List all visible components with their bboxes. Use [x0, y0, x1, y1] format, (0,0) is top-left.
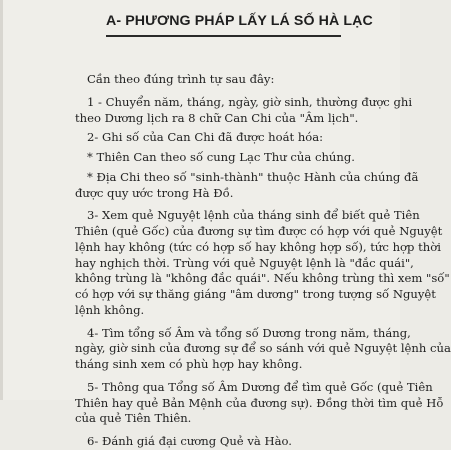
step-1 [75, 94, 413, 127]
step-2-line: 2- Ghi số của Can Chi đã được hoát hóa: [87, 130, 324, 145]
spacer [75, 373, 400, 380]
step-1-line: 1 - Chuyển năm, tháng, ngày, giờ sinh, thường được ghi [87, 94, 413, 109]
bullet-1 [75, 150, 400, 166]
step-5-line: 5- Thông qua Tổng số Âm Dương để tìm quẻ Gốc (quẻ Tiên [87, 379, 433, 394]
step-4 [75, 325, 451, 373]
step-3-line: Thiên (quẻ Gốc) của đương sự tìm được có hợp với quẻ Nguyệt [75, 224, 443, 238]
page-body [75, 72, 451, 450]
bullet-2 [75, 169, 419, 202]
step-5-line: của quẻ Tiên Thiên. [75, 411, 192, 426]
step-2 [75, 130, 400, 146]
step-5 [75, 379, 444, 427]
step-3-line: 3- Xem quẻ Nguyệt lệnh của tháng sinh để biết quẻ Tiên [87, 208, 420, 223]
bullet-2-line: được quy ước trong Hà Đồ. [75, 185, 234, 200]
spacer [75, 319, 400, 326]
spacer [75, 88, 400, 95]
step-5-line: Thiên hay quẻ Bản Mệnh của đương sự). Đồng thời tìm quẻ Hỗ [75, 395, 444, 410]
section-title: A- PHƯƠNG PHÁP LẤY LÁ SỐ HÀ LẠC [106, 13, 373, 29]
step-3-line: không trùng là "không đắc quái". Nếu không trùng thì xem "số" [75, 271, 450, 286]
step-3-line: có hợp với sự thăng giáng "âm dương" trong tượng số Nguyệt [75, 287, 436, 301]
step-1-line: theo Dương lịch ra 8 chữ Can Chi của "Âm lịch". [75, 110, 359, 125]
step-3-line: lệnh hay không (tức có hợp số hay không hợp số), tức hợp thời [75, 239, 441, 254]
bullet-2-line: * Địa Chi theo số "sinh-thành" thuộc Hành của chúng đã [87, 169, 419, 184]
step-4-line: tháng sinh xem có phù hợp hay không. [75, 357, 303, 371]
spacer [75, 201, 400, 208]
step-3-line: lệnh không. [75, 302, 145, 317]
step-6 [75, 434, 400, 450]
title-underline [106, 35, 341, 37]
step-4-line: ngày, giờ sinh của đương sự để so sánh với quẻ Nguyệt lệnh của [75, 341, 451, 356]
step-3-line: hay nghịch thời. Trùng với quẻ Nguyệt lệnh là "đắc quái", [75, 255, 414, 270]
page-edge [0, 0, 3, 400]
step-4-line: 4- Tìm tổng số Âm và tổng số Dương trong năm, tháng, [87, 325, 411, 340]
bullet-1-line: * Thiên Can theo số cung Lạc Thư của chúng. [87, 150, 355, 164]
step-6-line: 6- Đánh giá đại cương Quẻ và Hào. [87, 434, 292, 448]
step-3 [75, 208, 450, 318]
spacer [75, 427, 400, 434]
intro-text: Cần theo đúng trình tự sau đây: [87, 72, 275, 86]
